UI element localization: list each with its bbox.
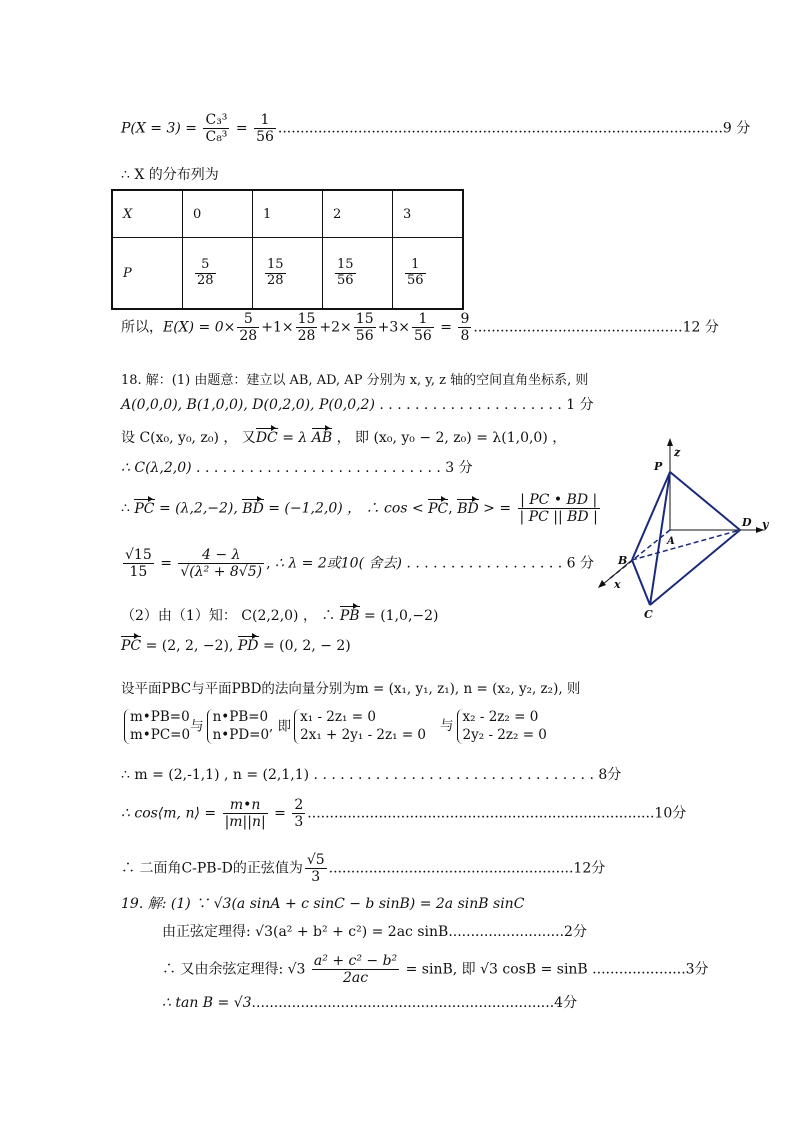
q19-line2: 由正弦定理得: √3(a² + b² + c²) = 2ac sinB..........................2分 [162,924,587,940]
q19-line1: 19. 解: (1) ∵ √3(a sinA + c sinC − b sinB) = 2a sinB sinC [121,896,525,912]
q18-line6: $\frac{√15}{15}$ = $\frac{4 - \lambda}{\text{√(λ² + 8√5)}}$ , ∴ λ = 2或10( 舍去) . . . . . . . . . . . . . . . . . . 6 分 [125,547,594,581]
fraction: $\frac{15}{56}$ [337,256,354,288]
label-d: D [742,516,752,529]
q18-normal-results: ∴ m = (2,-1,1) , n = (2,1,1) . . . . . . . . . . . . . . . . . . . . . . . . . . . . . . . . 8分 [121,767,622,783]
q18-line2: A(0,0,0), B(1,0,0), D(0,2,0), P(0,0,2) . . . . . . . . . . . . . . . . . . . . . 1 分 [121,397,594,413]
fraction: $\frac{5}{28}$ [197,256,214,288]
q18-part2-line1: （2）由（1）知： C(2,2,0) ， ∴ PB = (1,0,−2) [121,608,439,624]
arrow-icon [598,580,606,588]
pyramid-coordinate-figure [590,430,770,620]
q18-line5: ∴ PC = (λ,2,−2), BD = (−1,2,0) ， ∴ cos < PC, BD > = $\frac{| PC • BD |}{| PC || BD |}$ [121,492,598,526]
table-row: X 0 1 2 3 [112,190,463,238]
label-a: A [667,536,675,547]
fraction: $\frac{15}{28}$ [267,256,284,288]
score: 9 分 [722,120,751,137]
label-c: C [644,608,653,620]
table-row: P $\frac{5}{28}$ $\frac{15}{28}$ $\frac{15}{56}$ $\frac{1}{56}$ [112,238,463,310]
q19-line3: ∴ 又由余弦定理得: √3 $\frac{\text{a² + c² − b²}}{2ac}$ = sinB, 即 √3 cosB = sinB .....................3分 [162,953,709,987]
label-z: z [674,446,681,459]
q18-line4: ∴ C(λ,2,0) . . . . . . . . . . . . . . . . . . . . . . . . . . . . 3 分 [121,460,473,476]
q19-line4: ∴ tan B = √3....................................................................4分 [162,995,578,1011]
label-x: x [614,578,621,591]
q18-normal-vectors: 设平面PBC与平面PBD的法向量分别为m = (x₁, y₁, z₁), n = (x₂, y₂, z₂), 则 [121,681,581,697]
fraction: $\frac{\text{C₃³}}{\text{C₈³}}$ [205,112,228,146]
q18-equation-systems: m•PB=0 m•PC=0 与 n•PB=0 n•PD=0 , 即 x₁ - 2z₁ = 0 2x₁ + 2y₁ - 2z₁ = 0 与 x₂ - 2z₂ = 0 2y₂ - 2z₂ = 0 [121,709,547,744]
q18-line3: 设 C(x₀, y₀, z₀) ， 又DC = λ AB ， 即 (x₀, y₀ − 2, z₀) = λ(1,0,0) ， [121,430,567,446]
distribution-title: ∴ X 的分布列为 [121,167,219,183]
arrow-icon [667,438,673,446]
expectation-line: 所以，E(X) = 0× $\frac{5}{28}$ +1× $\frac{15}{28}$ +2× $\frac{15}{56}$ +3× $\frac{1}{56}$ = $\frac{9}{8}$ ...............................................12 分 [121,311,719,345]
fraction: $\frac{1}{56}$ [256,112,274,146]
q18-sine-line: ∴ 二面角C-PB-D的正弦值为 $\frac{√5}{3}$ .......................................................12分 [121,852,606,886]
label-p: P [654,460,663,473]
fraction: $\frac{1}{56}$ [407,256,424,288]
score: 12 分 [682,319,719,336]
distribution-table [111,189,464,310]
label-y: y [762,518,769,531]
label-b: B [618,554,628,567]
prob-x3-line: P(X = 3) = $\frac{\text{C₃³}}{\text{C₈³}}$ = $\frac{1}{56}$ ....................................................................................................9 分 [121,112,751,146]
q18-cos-line: ∴ cos⟨m, n⟩ = $\frac{m•n}{|m||n|}$ = $\frac{2}{3}$ ..............................................................................10分 [121,797,687,831]
q18-line1: 18. 解：(1) 由题意：建立以 AB, AD, AP 分别为 x, y, z 轴的空间直角坐标系, 则 [121,373,589,388]
q18-part2-line2: PC = (2, 2, −2), PD = (0, 2, − 2) [121,638,351,654]
